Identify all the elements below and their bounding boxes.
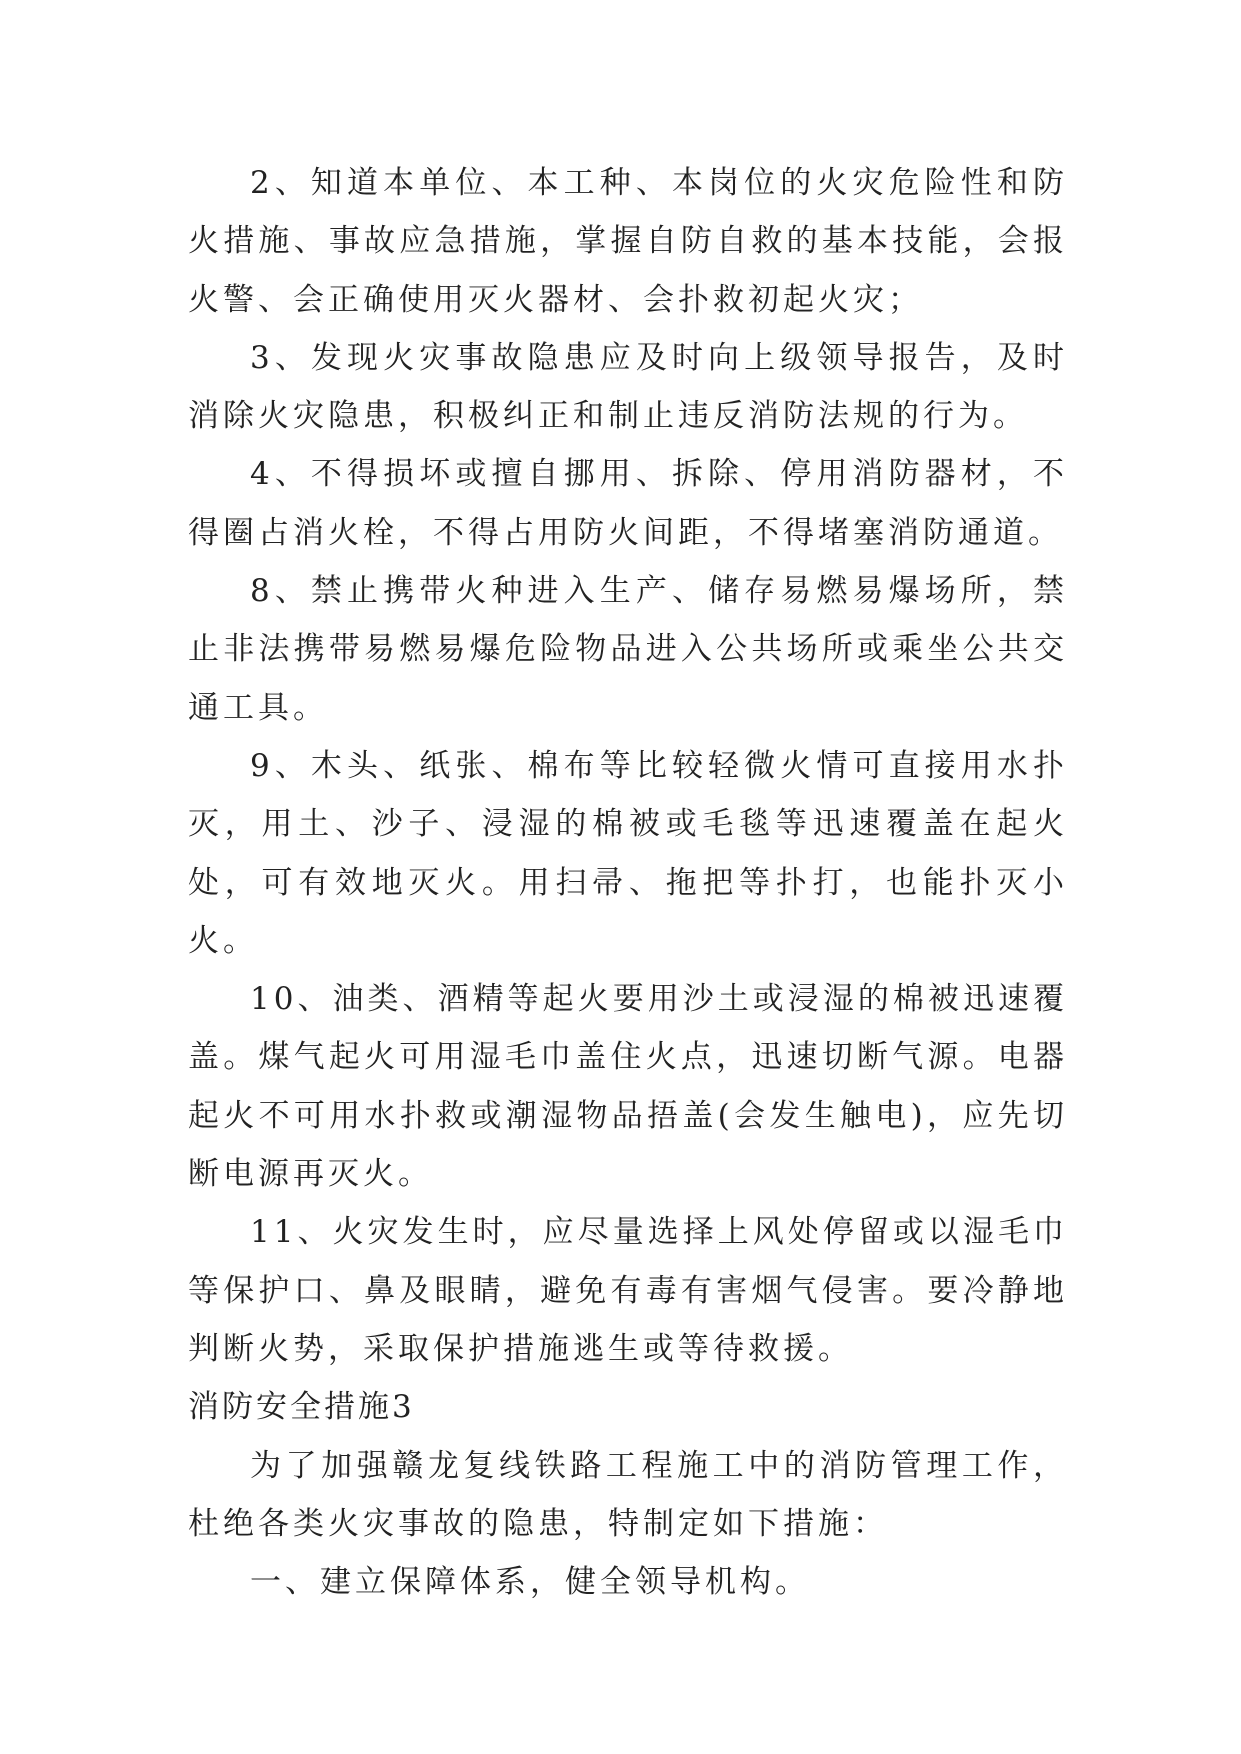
document-body	[188, 154, 1068, 1611]
paragraph-item-11: 11、火灾发生时，应尽量选择上风处停留或以湿毛巾等保护口、鼻及眼睛，避免有毒有害烟气侵害。要冷静地判断火势，采取保护措施逃生或等待救援。	[188, 1214, 1068, 1367]
paragraph-item-10: 10、油类、酒精等起火要用沙土或浸湿的棉被迅速覆盖。煤气起火可用湿毛巾盖住火点，迅速切断气源。电器起火不可用水扑救或潮湿物品捂盖(会发生触电)，应先切断电源再灭火。	[188, 981, 1068, 1193]
paragraph-item-8: 8、禁止携带火种进入生产、储存易燃易爆场所，禁止非法携带易燃易爆危险物品进入公共场所或乘坐公共交通工具。	[188, 573, 1068, 726]
paragraph-item-3: 3、发现火灾事故隐患应及时向上级领导报告，及时消除火灾隐患，积极纠正和制止违反消防法规的行为。	[188, 339, 1068, 435]
paragraph-item-4: 4、不得损坏或擅自挪用、拆除、停用消防器材，不得圈占消火栓，不得占用防火间距，不得堵塞消防通道。	[188, 456, 1068, 551]
section-intro-paragraph: 为了加强赣龙复线铁路工程施工中的消防管理工作，杜绝各类火灾事故的隐患，特制定如下措施：	[188, 1447, 1068, 1542]
paragraph-item-9: 9、木头、纸张、棉布等比较轻微火情可直接用水扑灭，用土、沙子、浸湿的棉被或毛毯等迅速覆盖在起火处，可有效地灭火。用扫帚、拖把等扑打，也能扑灭小火。	[188, 747, 1068, 959]
section-heading: 消防安全措施3	[188, 1389, 415, 1426]
paragraph-item-2: 2、知道本单位、本工种、本岗位的火灾危险性和防火措施、事故应急措施，掌握自防自救的基本技能，会报火警、会正确使用灭火器材、会扑救初起火灾；	[188, 165, 1068, 318]
section-point-1: 一、建立保障体系，健全领导机构。	[250, 1564, 810, 1601]
